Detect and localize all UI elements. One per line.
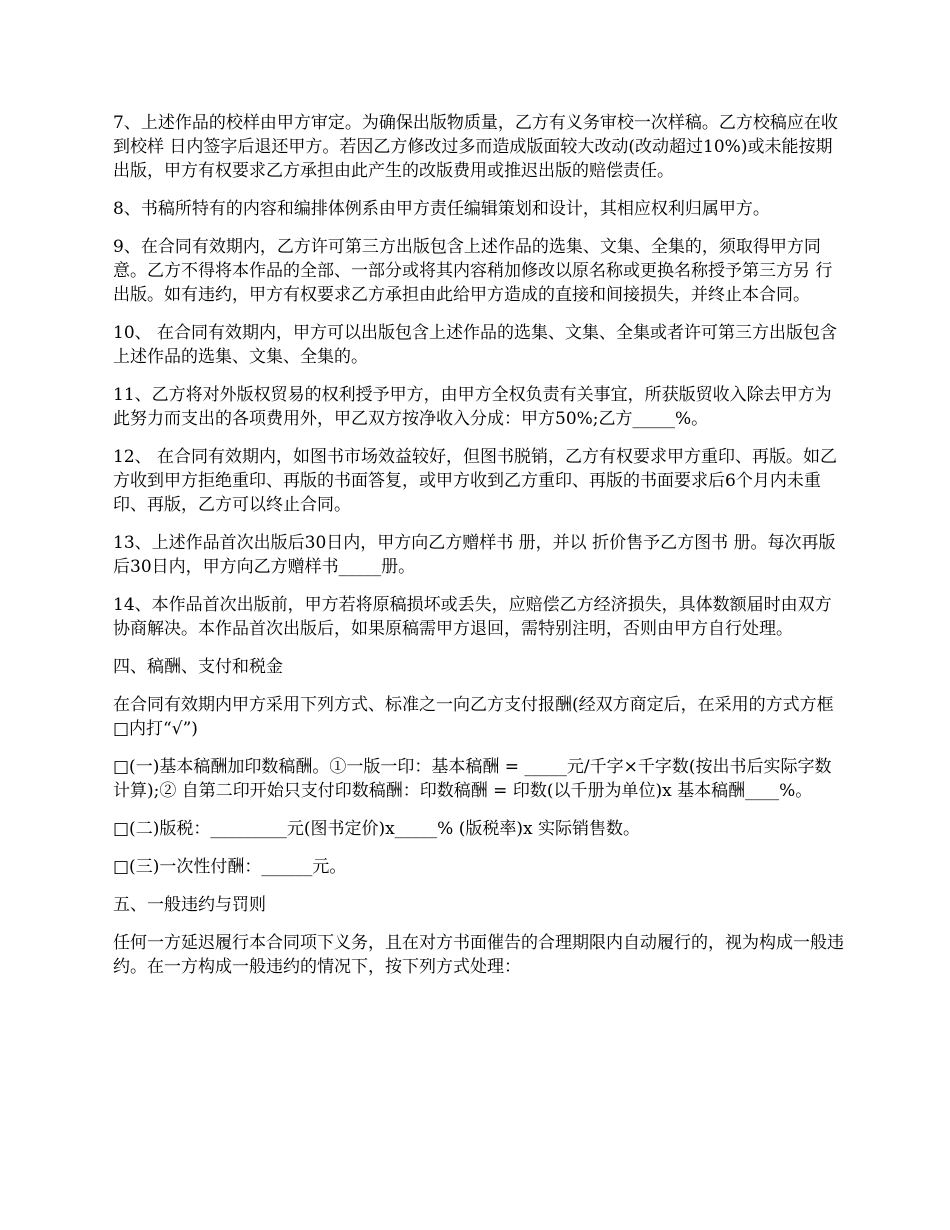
payment-option-2: □(二)版税：_________元(图书定价)x_____% (版税率)x 实际销售数。 [113,819,640,839]
clause-12: 12、 在合同有效期内，如图书市场效益较好，但图书脱销，乙方有权要求甲方重印、再版。如乙方收到甲方拒绝重印、再版的书面答复，或甲方收到乙方重印、再版的书面要求后6个月内未重印、再版，乙方可以终止合同。 [113,447,838,515]
payment-option-3: □(三)一次性付酬：______元。 [113,857,347,877]
payment-option-1: □(一)基本稿酬加印数稿酬。①一版一印：基本稿酬 = _____元/千字×千字数(按出书后实际字数计算);② 自第二印开始只支付印数稿酬：印数稿酬 = 印数(以千册为单位)x 基本稿酬____%。 [113,757,832,801]
section-4-intro: 在合同有效期内甲方采用下列方式、标准之一向乙方支付报酬(经双方商定后，在采用的方式方框□内打“√”) [113,695,834,739]
clause-14: 14、本作品首次出版前，甲方若将原稿损坏或丢失，应赔偿乙方经济损失，具体数额届时由双方协商解决。本作品首次出版后，如果原稿需甲方退回，需特别注明，否则由甲方自行处理。 [113,595,832,639]
clause-8: 8、书稿所特有的内容和编排体例系由甲方责任编辑策划和设计，其相应权利归属甲方。 [113,199,770,219]
section-5-heading: 五、一般违约与罚则 [113,895,266,915]
clause-7: 7、上述作品的校样由甲方审定。为确保出版物质量，乙方有义务审校一次样稿。乙方校稿应在收到校样 日内签字后退还甲方。若因乙方修改过多而造成版面较大改动(改动超过10%)或未能按期出版，甲方有权要求乙方承担由此产生的改版费用或推迟出版的赔偿责任。 [113,113,838,181]
section-4-heading: 四、稿酬、支付和税金 [113,657,283,677]
clause-9: 9、在合同有效期内，乙方许可第三方出版包含上述作品的选集、文集、全集的，须取得甲方同意。乙方不得将本作品的全部、一部分或将其内容稍加修改以原名称或更换名称授予第三方另 行出版。如有违约，甲方有权要求乙方承担由此给甲方造成的直接和间接损失，并终止本合同。 [113,237,833,305]
clause-11: 11、乙方将对外版权贸易的权利授予甲方，由甲方全权负责有关事宜，所获版贸收入除去甲方为此努力而支出的各项费用外，甲乙双方按净收入分成：甲方50%;乙方_____%。 [113,385,832,429]
section-5-intro: 任何一方延迟履行本合同项下义务，且在对方书面催告的合理期限内自动履行的，视为构成一般违约。在一方构成一般违约的情况下，按下列方式处理： [113,933,844,977]
clause-10: 10、 在合同有效期内，甲方可以出版包含上述作品的选集、文集、全集或者许可第三方出版包含上述作品的选集、文集、全集的。 [113,323,838,367]
clause-13: 13、上述作品首次出版后30日内，甲方向乙方赠样书 册，并以 折价售予乙方图书 册。每次再版后30日内，甲方向乙方赠样书_____册。 [113,533,836,577]
